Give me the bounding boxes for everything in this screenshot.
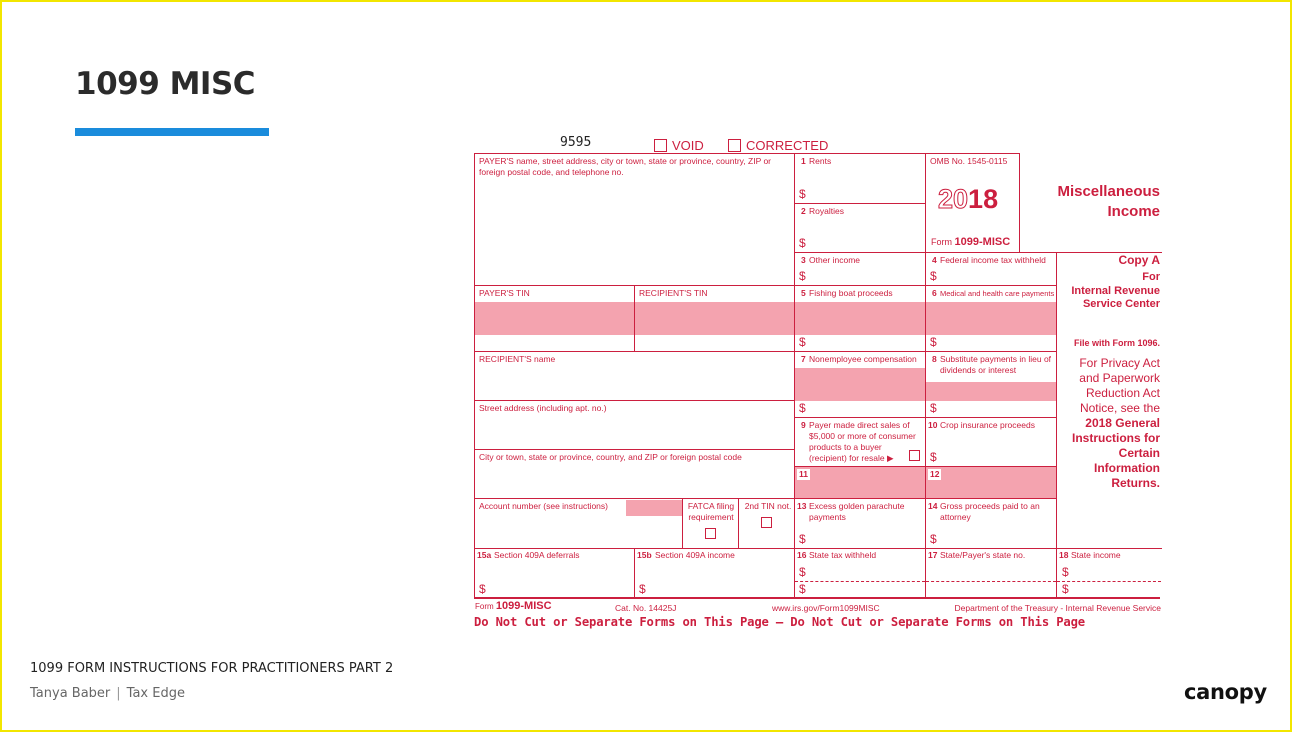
box8-num: 8	[932, 354, 937, 364]
box7-label: Nonemployee compensation	[809, 354, 917, 364]
rule-omb-right	[1019, 153, 1020, 252]
box13-num: 13	[797, 501, 807, 511]
box6-label: Medical and health care payments	[940, 289, 1055, 298]
box15a-label: Section 409A deferrals	[494, 550, 580, 560]
cat-no: Cat. No. 14425J	[615, 603, 677, 613]
rule-box9-bottom	[794, 466, 1056, 467]
box7-dollar: $	[799, 401, 806, 415]
state-dash-16	[795, 581, 925, 582]
omb-form-number: 1099-MISC	[954, 236, 1011, 248]
corrected-label: CORRECTED	[746, 138, 829, 153]
rule-box11-bottom	[794, 498, 1056, 499]
box4-num: 4	[932, 255, 937, 265]
rule-city-bottom	[474, 498, 795, 499]
box14-num: 14	[928, 501, 938, 511]
rule-top	[474, 153, 1020, 154]
void-checkbox[interactable]	[654, 139, 667, 152]
footer-form-prefix: Form	[475, 602, 494, 611]
do-not-cut-notice: Do Not Cut or Separate Forms on This Page — Do Not Cut or Separate Forms on This Page	[474, 615, 1085, 629]
company-name: Tax Edge	[126, 686, 185, 701]
void-label: VOID	[672, 138, 704, 153]
presenter-name: Tanya Baber	[30, 686, 111, 701]
privacy-text: For Privacy Act and Paperwork Reduction Act Notice, see the	[1079, 356, 1160, 415]
fatca-label: FATCA filing requirement	[687, 501, 735, 522]
irs-center: Internal Revenue Service Center	[1071, 285, 1160, 310]
box2-label: Royalties	[809, 206, 844, 216]
box8-fill	[926, 382, 1056, 401]
box1-num: 1	[801, 156, 806, 166]
box14-label: Gross proceeds paid to an attorney	[940, 501, 1040, 522]
department: Department of the Treasury - Internal Revenue Service	[954, 603, 1161, 613]
box17-label: State/Payer's state no.	[940, 550, 1026, 560]
box15a-dollar: $	[479, 582, 486, 596]
box6-fill	[926, 302, 1056, 335]
box13-dollar: $	[799, 532, 806, 546]
rule-tin-bottom	[474, 351, 795, 352]
footer-byline	[30, 686, 185, 701]
box17-num: 17	[928, 550, 938, 560]
rule-15-split	[634, 548, 635, 598]
box13-label: Excess golden parachute payments	[809, 501, 905, 522]
box16-label: State tax withheld	[809, 550, 877, 560]
rule-box7-bottom	[794, 417, 1056, 418]
form-1099-misc	[474, 136, 1162, 636]
box1-label: Rents	[809, 156, 832, 166]
box12-fill	[926, 467, 1056, 498]
form-code: 9595	[560, 135, 592, 150]
box5-label: Fishing boat proceeds	[809, 288, 893, 298]
rule-state-row	[1056, 548, 1162, 549]
box8-dollar: $	[930, 401, 937, 415]
second-tin-label: 2nd TIN not.	[744, 501, 792, 511]
box15b-num: 15b	[637, 550, 652, 560]
box11-num: 11	[799, 469, 808, 479]
rule-street-bottom	[474, 449, 795, 450]
payer-tin-label: PAYER'S TIN	[479, 288, 530, 298]
byline-separator: |	[116, 686, 121, 701]
omb-form-name	[931, 237, 1010, 248]
box2-dollar: $	[799, 236, 806, 250]
box7-fill	[795, 368, 925, 401]
year-suffix: 18	[968, 184, 999, 214]
rule-box5-bottom	[794, 351, 1056, 352]
copy-a: Copy A	[1118, 253, 1160, 267]
box18-dollar-1: $	[1062, 565, 1069, 579]
rule-left	[474, 153, 475, 598]
box18-dollar-2: $	[1062, 582, 1069, 596]
account-fill	[626, 500, 682, 516]
footer-title: 1099 FORM INSTRUCTIONS FOR PRACTITIONERS PART 2	[30, 661, 394, 676]
year-prefix: 20	[938, 184, 969, 214]
title-underline	[75, 128, 269, 136]
recipient-tin-label: RECIPIENT'S TIN	[639, 288, 708, 298]
box16-num: 16	[797, 550, 807, 560]
box10-num: 10	[928, 420, 938, 430]
box2-num: 2	[801, 206, 806, 216]
rule-bottom	[474, 597, 1160, 599]
box12-num: 12	[930, 469, 940, 479]
box3-label: Other income	[809, 255, 861, 265]
box5-dollar: $	[799, 335, 806, 349]
street-label: Street address (including apt. no.)	[479, 403, 607, 413]
box9-num: 9	[801, 420, 806, 430]
rule-box2-bottom	[794, 252, 1056, 253]
box4-dollar: $	[930, 269, 937, 283]
box1-dollar: $	[799, 187, 806, 201]
omb-number: OMB No. 1545-0115	[930, 156, 1008, 166]
slide-title: 1099 MISC	[75, 66, 256, 102]
recipient-tin-fill	[635, 302, 794, 335]
rule-box3-bottom	[794, 285, 1056, 286]
second-tin-checkbox[interactable]	[761, 517, 772, 528]
rule-fatca-left	[682, 498, 683, 549]
box10-label: Crop insurance proceeds	[940, 420, 1035, 430]
state-dash-18	[1057, 581, 1161, 582]
instructions-text: 2018 General Instructions for Certain Information Returns.	[1071, 416, 1160, 490]
box8-label: Substitute payments in lieu of dividends or interest	[940, 354, 1052, 375]
box5-fill	[795, 302, 925, 335]
account-label: Account number (see instructions)	[479, 501, 608, 511]
box6-dollar: $	[930, 335, 937, 349]
box16-dollar-2: $	[799, 582, 806, 596]
box3-num: 3	[801, 255, 806, 265]
box9-checkbox[interactable]	[909, 450, 920, 461]
box15a-num: 15a	[477, 550, 492, 560]
box15b-dollar: $	[639, 582, 646, 596]
rule-copy-left	[1056, 252, 1057, 598]
rule-col2	[925, 153, 926, 598]
state-dash-17	[926, 581, 1056, 582]
box3-dollar: $	[799, 269, 806, 283]
footer-form-number: 1099-MISC	[495, 600, 552, 612]
box14-dollar: $	[930, 532, 937, 546]
box11-fill	[795, 467, 925, 498]
tax-year	[938, 184, 998, 214]
corrected-checkbox[interactable]	[728, 139, 741, 152]
payer-tin-fill	[475, 302, 634, 335]
payer-label: PAYER'S name, street address, city or town, state or province, country, ZIP or foreign postal code, and telephone no.	[479, 156, 772, 177]
rule-name-bottom	[474, 400, 795, 401]
rule-account-bottom	[474, 548, 1056, 549]
misc-title: Miscellaneous Income	[1057, 183, 1160, 220]
box4-label: Federal income tax withheld	[940, 255, 1046, 265]
fatca-checkbox[interactable]	[705, 528, 716, 539]
box6-num: 6	[932, 288, 937, 298]
box5-num: 5	[801, 288, 806, 298]
canopy-logo: canopy	[1184, 680, 1267, 704]
rule-col1	[794, 153, 795, 598]
irs-website: www.irs.gov/Form1099MISC	[772, 603, 880, 613]
box18-label: State income	[1071, 550, 1121, 560]
box9-label: Payer made direct sales of $5,000 or more of consumer products to a buyer (recipient) for resale ▶	[809, 420, 916, 463]
file-with: File with Form 1096.	[1073, 338, 1160, 348]
rule-box1-bottom	[794, 203, 926, 204]
rule-fatca-right	[738, 498, 739, 549]
for-label: For	[1142, 271, 1160, 283]
rule-tin-split	[634, 285, 635, 351]
box7-num: 7	[801, 354, 806, 364]
box16-dollar-1: $	[799, 565, 806, 579]
recipient-name-label: RECIPIENT'S name	[479, 354, 556, 364]
city-label: City or town, state or province, country, and ZIP or foreign postal code	[479, 452, 742, 462]
rule-payer-bottom	[474, 285, 795, 286]
footer-form-name	[475, 601, 552, 612]
box15b-label: Section 409A income	[655, 550, 735, 560]
box10-dollar: $	[930, 450, 937, 464]
box18-num: 18	[1059, 550, 1069, 560]
omb-form-prefix: Form	[931, 237, 952, 247]
